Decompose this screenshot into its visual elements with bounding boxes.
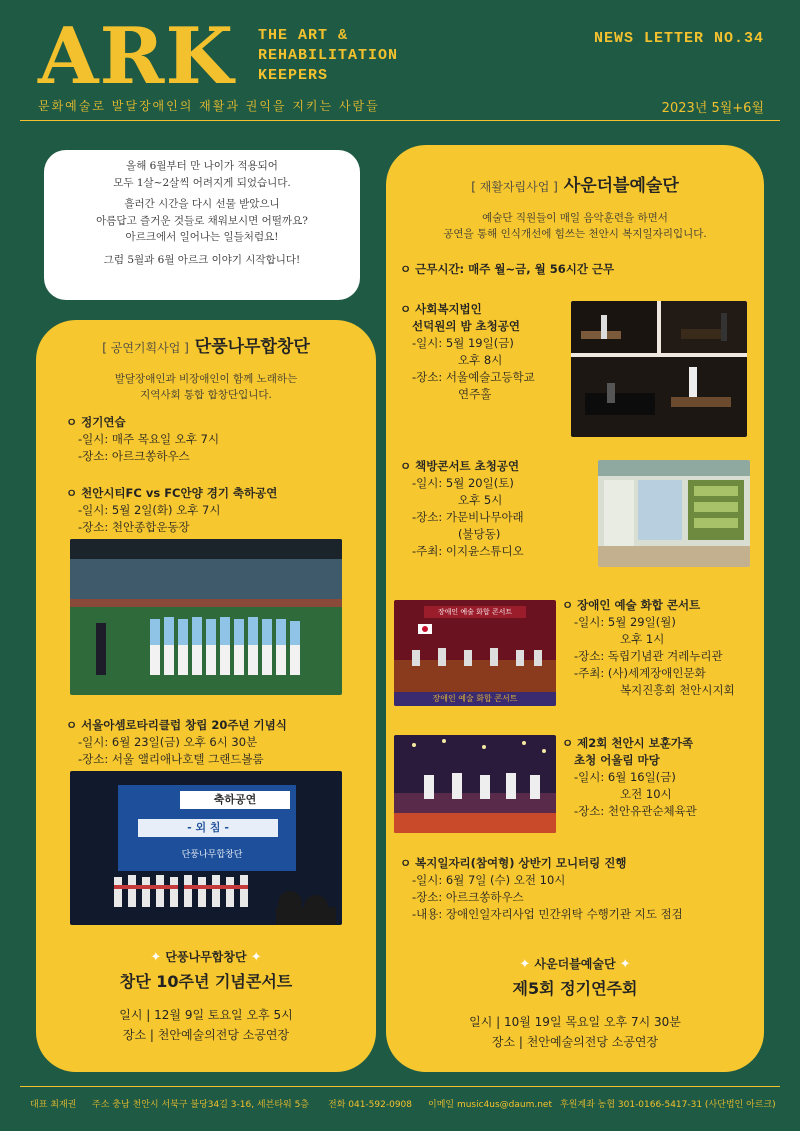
item-line: -장소: 아르크쏭하우스 [78,449,190,463]
item-line: -장소: 독립기념관 겨레누리관 [574,649,723,663]
intro-note [44,150,360,300]
item-line: -일시: 5월 19일(금) [412,336,514,350]
stadium-photo [70,539,342,695]
bookstore-photo [598,460,750,567]
item-line: -장소: 가문비나무아래 [412,510,524,524]
soundable-item-bookstore [400,458,524,560]
item-line: -주최: (사)세계장애인문화 [574,666,706,680]
item-line: -일시: 6월 16일(금) [574,770,676,784]
sparkle-icon: ✦ [250,950,262,965]
org-line-3: KEEPERS [258,67,329,84]
item-line: -장소: 서울 앨리애나호텔 그랜드볼룸 [78,752,264,766]
choir-category: [ 공연기획사업 ] [102,341,189,355]
item-head: ㅇ 장애인 예술 화합 콘서트 [562,598,701,612]
intro-line: 올해 6월부터 만 나이가 적용되어 [126,160,278,172]
soundable-desc [386,210,764,242]
concert-sub: 사운더블예술단 [534,957,616,971]
header-divider [20,120,780,121]
intro-line: 모두 1살~2살씩 어려지게 되었습니다. [113,176,291,189]
anniv-where: 장소 | 천안예술의전당 소공연장 [122,1028,290,1042]
item-line: (불당동) [458,527,501,541]
issue-number: NEWS LETTER NO.34 [593,30,764,47]
item-head: ㅇ 서울아셈로타리클럽 창립 20주년 기념식 [66,718,287,732]
soundable-item-monitoring [400,855,683,923]
issue-date: 2023년 5월+6월 [661,101,764,116]
item-head: ㅇ 정기연습 [66,415,126,429]
intro-line: 그럼 5월과 6월 아르크 이야기 시작합니다! [103,253,301,266]
sparkle-icon: ✦ [619,957,631,972]
footer [30,1097,776,1111]
item-head: 선덕원의 밤 초청공연 [412,319,520,333]
org-line-1: THE ART & [258,27,349,44]
footer-rep: 대표 최재권 [30,1100,77,1110]
concert-banner: 장애인 예술 화합 콘서트 [424,606,526,618]
veterans-photo [394,735,556,833]
concert-photo [394,600,556,706]
recital-photo [571,301,747,437]
item-head: ㅇ 근무시간: 매주 월~금, 월 56시간 근무 [400,262,615,276]
sparkle-icon: ✦ [519,957,531,972]
footer-divider [20,1086,780,1087]
item-line: -장소: 천안종합운동장 [78,520,190,534]
concert-where: 장소 | 천안예술의전당 소공연장 [491,1035,659,1049]
intro-line: 아르크에서 일어나는 일들처럼요! [125,231,279,243]
item-head: ㅇ 제2회 천안시 보훈가족 [562,736,694,750]
item-line: -주최: 이지윤스튜디오 [412,544,524,558]
soundable-item-seondeok [400,301,535,403]
item-line: -장소: 서울예술고등학교 [412,370,535,384]
item-line: -일시: 6월 7일 (수) 오전 10시 [412,873,566,887]
anniv-title: 창단 10주년 기념콘서트 [119,972,293,991]
item-line: -일시: 5월 29일(월) [574,615,676,629]
footer-email[interactable]: 이메일 music4us@daum.net [428,1100,553,1110]
item-line: -내용: 장애인일자리사업 민간위탁 수행기관 지도 점검 [412,907,683,921]
desc-line: 발달장애인과 비장애인이 함께 노래하는 [114,373,298,385]
item-line: -일시: 6월 23일(금) 오후 6시 30분 [78,735,258,749]
item-head: ㅇ 복지일자리(참여형) 상반기 모니터링 진행 [400,856,627,870]
item-line: 오후 1시 [620,632,665,646]
item-head: ㅇ 책방콘서트 초청공연 [400,459,520,473]
tagline: 문화예술로 발달장애인의 재활과 권익을 지키는 사람들 [38,99,380,113]
item-line: 연주홀 [458,387,492,401]
item-line: -장소: 천안유관순체육관 [574,804,697,818]
choir-title [36,332,376,357]
soundable-regular-concert [386,955,764,1050]
stage-sub: - 외 침 - [138,819,278,837]
rotary-stage-photo [70,771,342,925]
footer-bank: 후원계좌 농협 301-0166-5417-31 (사단법인 아르크) [560,1100,776,1110]
item-head: ㅇ 천안시티FC vs FC안양 경기 축하공연 [66,486,278,500]
choir-name: 단풍나무합창단 [194,337,310,357]
org-name [258,26,398,86]
org-line-2: REHABILITATION [258,47,399,64]
soundable-item-harmony [562,597,735,699]
intro-line: 아름답고 즐거운 것들로 채워보시면 어떨까요? [96,214,308,227]
stage-choir: 단풍나무합창단 [181,850,243,860]
soundable-panel [386,145,764,1072]
item-line: -장소: 아르크쏭하우스 [412,890,524,904]
desc-line: 예술단 직원들이 매일 음악훈련을 하면서 [482,212,668,224]
work-hours [400,261,614,278]
choir-item-practice [66,414,219,465]
ark-logo: ARK [38,11,235,102]
choir-desc [36,371,376,403]
soundable-item-veterans [562,735,697,820]
item-line: 오후 5시 [458,493,503,507]
desc-line: 공연을 통해 인식개선에 힘쓰는 천안시 복지일자리입니다. [443,228,707,240]
choir-panel [36,320,376,1072]
intro-line: 흘러간 시간을 다시 선물 받았으니 [124,198,280,210]
concert-footer-banner: 장애인 예술 화합 콘서트 [394,692,556,706]
choir-item-fc [66,485,277,536]
item-line: -일시: 5월 20일(토) [412,476,514,490]
footer-phone: 전화 041-592-0908 [328,1100,413,1110]
footer-address: 주소 충남 천안시 서북구 불당34길 3-16, 세븐타워 5층 [92,1100,309,1110]
soundable-title [386,171,764,196]
choir-anniversary [36,948,376,1043]
anniv-sub: 단풍나무합창단 [165,950,247,964]
choir-item-rotary [66,717,287,768]
stage-screen [118,785,296,871]
item-head: 초청 어울림 마당 [574,753,660,767]
anniv-when: 일시 | 12월 9일 토요일 오후 5시 [119,1008,293,1022]
item-head: ㅇ 사회복지법인 [400,302,482,316]
stage-banner: 축하공연 [180,791,290,809]
concert-when: 일시 | 10월 19일 목요일 오후 7시 30분 [469,1015,681,1029]
concert-title: 제5회 정기연주회 [512,979,638,998]
item-line: 오후 8시 [458,353,503,367]
desc-line: 지역사회 통합 합창단입니다. [140,389,272,401]
item-line: -일시: 5월 2일(화) 오후 7시 [78,503,221,517]
soundable-category: [ 재활자립사업 ] [471,180,558,194]
item-line: 오전 10시 [620,787,672,801]
item-line: 복지진흥회 천안시지회 [620,683,735,697]
item-line: -일시: 매주 목요일 오후 7시 [78,432,220,446]
soundable-name: 사운더블예술단 [563,176,679,196]
sparkle-icon: ✦ [150,950,162,965]
